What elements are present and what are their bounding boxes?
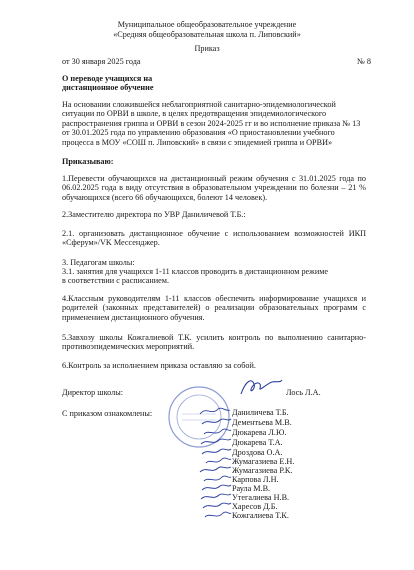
- acquainted-name-3: Дюкарева Л.Ю.: [232, 428, 287, 437]
- acquainted-name-5: Дроздова О.А.: [232, 448, 283, 457]
- acquainted-name-4: Дюкарева Т.А.: [232, 438, 283, 447]
- acquainted-name-10: Утегалиева Н.В.: [232, 493, 290, 502]
- subject-line2: дистанционное обучение: [62, 83, 154, 92]
- acquainted-name-9: Раула М.В.: [232, 484, 271, 493]
- order-item-3-1a: 3.1. занятия для учащихся 1-11 классов проводить в дистанционном режиме: [62, 267, 329, 276]
- order-item-3-1b: в соответствии с расписанием.: [62, 276, 170, 285]
- order-date: от 30 января 2025 года: [62, 57, 141, 66]
- org-name-line2: «Средняя общеобразовательная школа п. Липовский»: [113, 30, 301, 39]
- subject-line1: О переводе учащихся на: [62, 74, 153, 83]
- order-number: № 8: [357, 57, 371, 66]
- org-name-line1: Муниципальное общеобразовательное учреждение: [117, 20, 297, 29]
- acquainted-name-7: Жумагазиева Р.К.: [232, 466, 293, 475]
- acquainted-name-12: Кожгалиева Т.К.: [232, 511, 289, 520]
- acquainted-name-6: Жумагазиева Е.Н.: [232, 457, 295, 466]
- acquainted-name-1: Даниличева Т.Б.: [232, 408, 289, 417]
- preamble-text: На основании сложившейся неблагоприятной санитарно-эпидемиологической ситуации по ОРВИ в школе, в целях предотвращения эпидемиологического распространения гриппа и ОРВИ в сезон 2024-2025 гг и во исполнение приказа № 13 от 30.01.2025 года по управлению образования «О приостановлении учебного процесса в МОУ «СОШ п. Липовский» в связи с эпидемией гриппа и ОРВИ»: [62, 100, 361, 147]
- order-title: Приказ: [194, 44, 220, 53]
- signature-name: Лось Л.А.: [286, 388, 321, 397]
- director-signature: [238, 376, 284, 398]
- acquainted-name-11: Харесов Д.Б.: [232, 502, 278, 511]
- acquainted-label: С приказом ознакомлены:: [62, 409, 153, 418]
- orders-heading: Приказываю:: [62, 157, 114, 166]
- acquainted-name-8: Карпова Л.Н.: [232, 475, 279, 484]
- order-item-2: 2.Заместителю директора по УВР Даниличевой Т.Б.:: [62, 210, 246, 219]
- acquainted-name-2: Дементьева М.В.: [232, 418, 292, 427]
- signature-role: Директор школы:: [62, 388, 123, 397]
- order-item-2-1: 2.1. организовать дистанционное обучение с использованием возможностей ИКП «Сферум»/VK Мессенджер.: [62, 229, 366, 248]
- order-item-6: 6.Контроль за исполнением приказа оставляю за собой.: [62, 361, 256, 370]
- order-item-1: 1.Перевести обучающихся на дистанционный режим обучения с 31.01.2025 года по 06.02.2025 года в виду отсутствия в образовательном учреждении по болезни – 21 % обучающихся (всего 66 обучающихся, болеют 14 человек).: [62, 174, 366, 202]
- order-item-5: 5.Завхозу школы Кожгалиевой Т.К. усилить контроль по выполнению санитарно-противоэпидемических мероприятий.: [62, 333, 366, 352]
- acquainted-signatures: [196, 404, 234, 524]
- order-item-3: 3. Педагогам школы:: [62, 258, 135, 267]
- order-item-4: 4.Классным руководителям 1-11 классов обеспечить информирование учащихся и родителей (законных представителей) о реализации образовательных программ с применением дистанционного обучения.: [62, 294, 366, 322]
